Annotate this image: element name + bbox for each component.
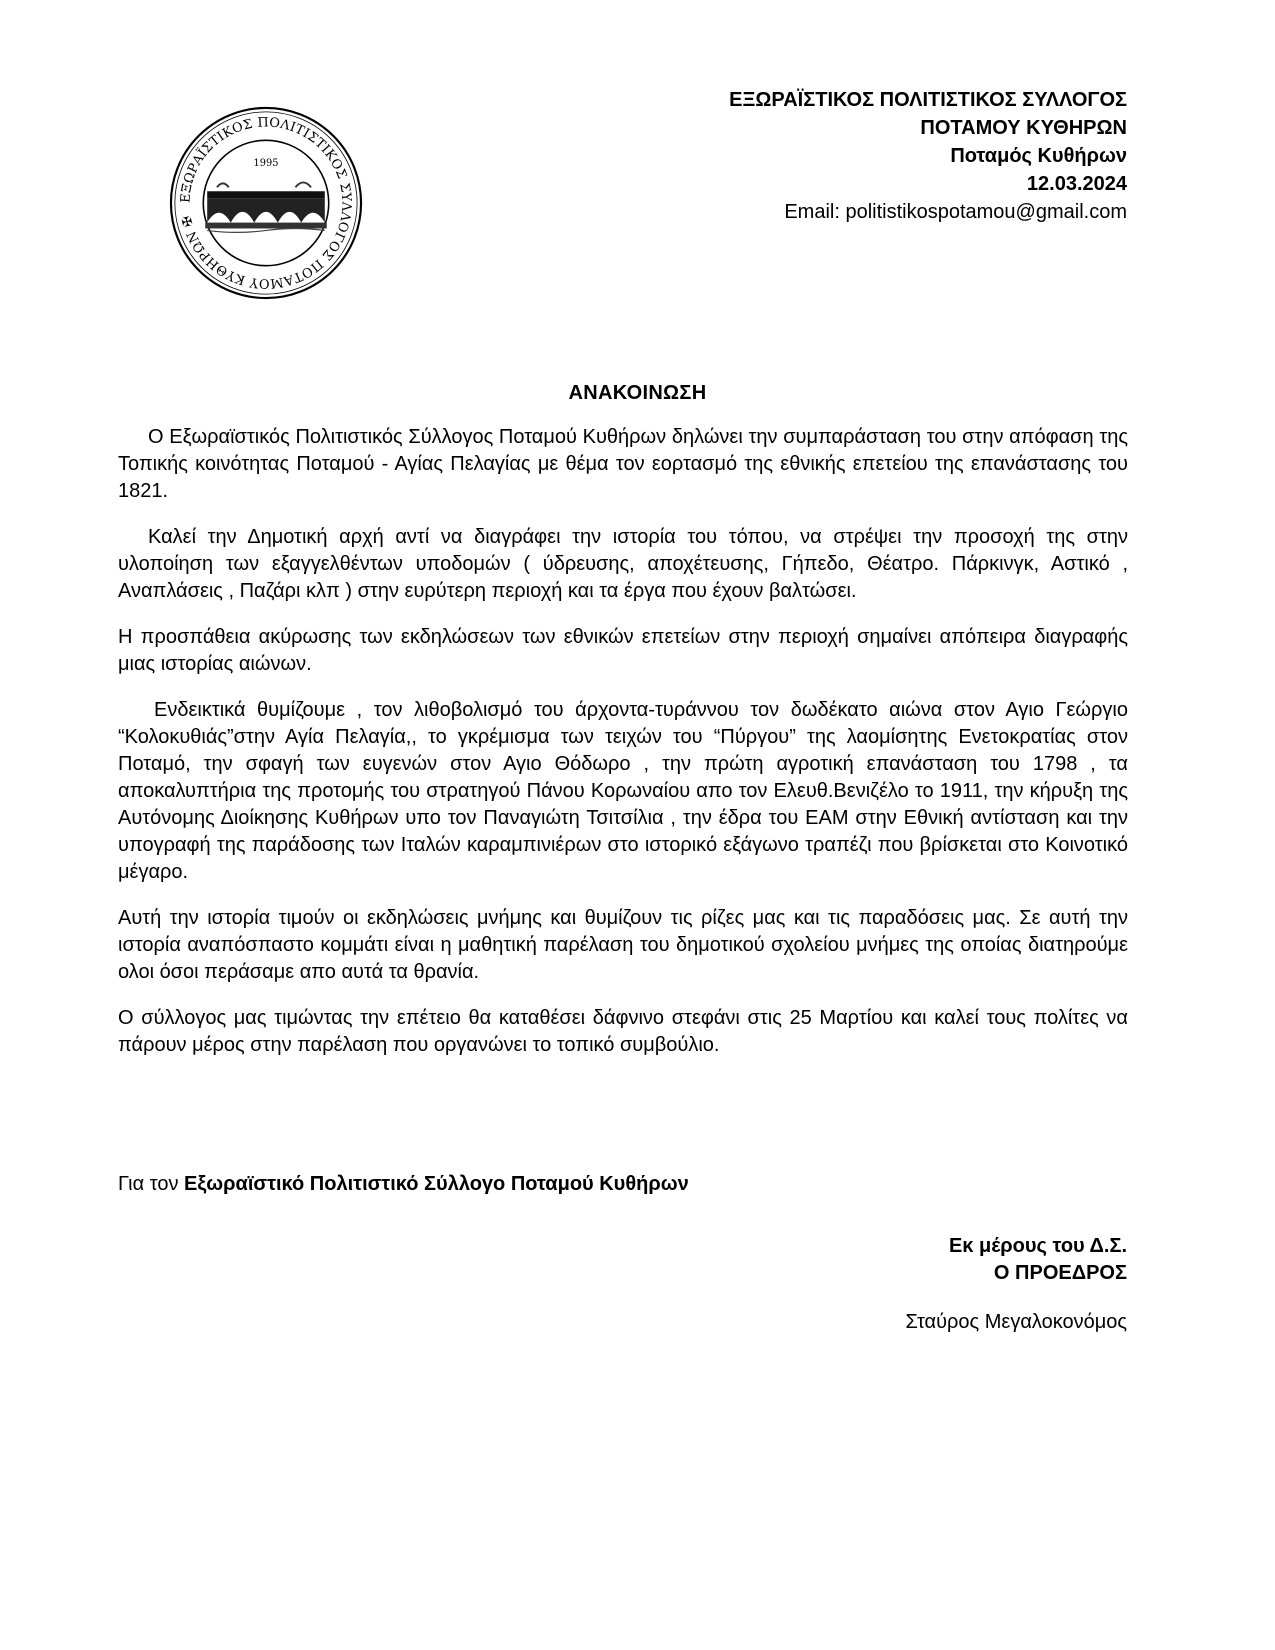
seal-ring-text: ΕΞΩΡΑΪΣΤΙΚΟΣ ΠΟΛΙΤΙΣΤΙΚΟΣ ΣΥΛΛΟΓΟΣ ΠΟΤΑΜΟΥ ΚΥΘΗΡΩΝ ✠ — [178, 115, 354, 291]
letterhead — [729, 86, 1127, 226]
date: 12.03.2024 — [1026, 173, 1127, 195]
email: Email: politistikospotamou@gmail.com — [784, 201, 1127, 223]
seal-year: 1995 — [253, 157, 279, 169]
signature-role: Ο ΠΡΟΕΔΡΟΣ — [993, 1262, 1127, 1284]
bridge-illustration — [205, 182, 327, 232]
closing-line — [118, 1173, 689, 1196]
org-name-line1: ΕΞΩΡΑΪΣΤΙΚΟΣ ΠΟΛΙΤΙΣΤΙΚΟΣ ΣΥΛΛΟΓΟΣ — [729, 89, 1127, 111]
org-name-line2: ΠΟΤΑΜΟΥ ΚΥΘΗΡΩΝ — [920, 117, 1127, 139]
paragraph-3: Η προσπάθεια ακύρωσης των εκδηλώσεων των εθνικών επετείων στην περιοχή σημαίνει απόπειρα διαγραφής μιας ιστορίας αιώνων. — [118, 626, 1128, 675]
location: Ποταμός Κυθήρων — [950, 145, 1127, 167]
paragraph-4: Ενδεικτικά θυμίζουμε , τον λιθοβολισμό του άρχοντα-τυράννου τον δωδέκατο αιώνα στον Αγιο Γεώργιο “Κολοκυθιάς”στην Αγία Πελαγία,, το γκρέμισμα των τειχών του “Πύργου” της λαομίσητης Ενετοκρατίας στον Ποταμό, την σφαγή των ευγενών στον Αγιο Θόδωρο , την πρώτη αγροτική επανάσταση του 1798 , τα αποκαλυπτήρια της προτομής του στρατηγού Πάνου Κορωναίου απο τον Ελευθ.Βενιζέλο το 1911, την κήρυξη της Αυτόνομης Διοίκησης Κυθήρων υπο τον Παναγιώτη Τσιτσίλια , την έδρα του ΕΑΜ στην Εθνική αντίσταση και την υπογραφή της παράδοσης των Ιταλών καραμπινιέρων στο ιστορικό εξάγωνο τραπέζι που βρίσκεται στο Κοινοτικό μέγαρο. — [118, 699, 1128, 883]
paragraph-1: Ο Εξωραϊστικός Πολιτιστικός Σύλλογος Ποταμού Κυθήρων δηλώνει την συμπαράσταση του στην απόφαση της Τοπικής κοινότητας Ποταμού - Αγίας Πελαγίας με θέμα τον εορτασμό της εθνικής επετείου της επανάστασης του 1821. — [118, 426, 1128, 502]
closing-prefix: Για τον — [118, 1173, 185, 1195]
signature-board: Εκ μέρους του Δ.Σ. — [948, 1235, 1127, 1257]
signature-block — [949, 1233, 1127, 1287]
closing-org: Εξωραϊστικό Πολιτιστικό Σύλλογο Ποταμού Κυθήρων — [184, 1173, 689, 1195]
announcement-title: ΑΝΑΚΟΙΝΩΣΗ — [568, 382, 707, 404]
association-seal-logo — [168, 105, 364, 301]
paragraph-5: Αυτή την ιστορία τιμούν οι εκδηλώσεις μνήμης και θυμίζουν τις ρίζες μας και τις παραδόσεις μας. Σε αυτή την ιστορία αναπόσπαστο κομμάτι είναι η μαθητική παρέλαση του δημοτικού σχολείου μνήμες της οποίας διατηρούμε ολοι όσοι περάσαμε απο αυτά τα θρανία. — [118, 907, 1128, 983]
signer-name: Σταύρος Μεγαλοκονόμος — [905, 1311, 1127, 1333]
announcement-body — [118, 424, 1128, 1078]
paragraph-6: Ο σύλλογος μας τιμώντας την επέτειο θα καταθέσει δάφνινο στεφάνι στις 25 Μαρτίου και καλεί τους πολίτες να πάρουν μέρος στην παρέλαση που οργανώνει το τοπικό συμβούλιο. — [118, 1007, 1128, 1056]
paragraph-2: Καλεί την Δημοτική αρχή αντί να διαγράφει την ιστορία του τόπου, να στρέψει την προσοχή της στην υλοποίηση των εξαγγελθέντων υποδομών ( ύδρευσης, αποχέτευσης, Γήπεδο, Θέατρο. Πάρκινγκ, Αστικό , Αναπλάσεις , Παζάρι κλπ ) στην ευρύτερη περιοχή και τα έργα που έχουν βαλτώσει. — [118, 526, 1128, 602]
